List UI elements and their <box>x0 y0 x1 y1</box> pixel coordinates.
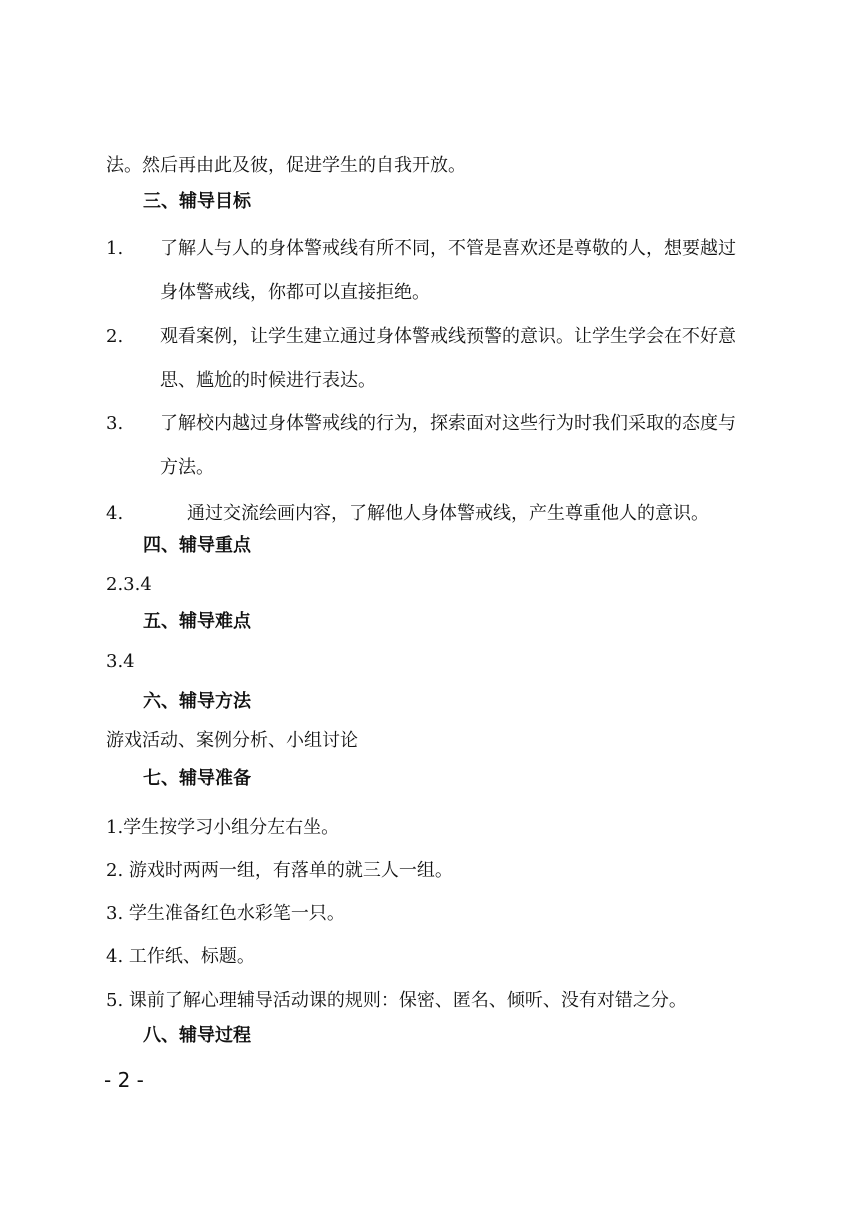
key-points-heading: 四、辅导重点 <box>143 535 251 556</box>
preparation-item-5: 5. 课前了解心理辅导活动课的规则：保密、匿名、倾听、没有对错之分。 <box>106 990 687 1011</box>
goal-3-number: 3. <box>106 413 124 434</box>
goal-1-line-1: 了解人与人的身体警戒线有所不同，不管是喜欢还是尊敬的人，想要越过 <box>160 238 736 259</box>
methods-heading: 六、辅导方法 <box>143 691 251 712</box>
preparation-heading: 七、辅导准备 <box>143 768 251 789</box>
goal-4-line-1: 通过交流绘画内容，了解他人身体警戒线，产生尊重他人的意识。 <box>187 503 709 524</box>
difficulties-heading: 五、辅导难点 <box>143 611 251 632</box>
key-points-content: 2.3.4 <box>106 574 152 595</box>
goal-4-number: 4. <box>106 503 124 524</box>
goal-1-number: 1. <box>106 238 124 259</box>
difficulties-content: 3.4 <box>106 651 135 672</box>
preparation-item-1: 1.学生按学习小组分左右坐。 <box>106 817 340 838</box>
methods-content: 游戏活动、案例分析、小组讨论 <box>106 730 358 751</box>
preparation-item-2: 2. 游戏时两两一组，有落单的就三人一组。 <box>106 860 453 881</box>
preparation-item-3: 3. 学生准备红色水彩笔一只。 <box>106 903 345 924</box>
goals-heading: 三、辅导目标 <box>143 191 251 212</box>
page-number: - 2 - <box>104 1068 144 1092</box>
goal-1-line-2: 身体警戒线，你都可以直接拒绝。 <box>160 282 430 303</box>
goal-2-line-2: 思、尴尬的时候进行表达。 <box>160 370 376 391</box>
goal-3-line-1: 了解校内越过身体警戒线的行为，探索面对这些行为时我们采取的态度与 <box>160 413 736 434</box>
goal-2-line-1: 观看案例，让学生建立通过身体警戒线预警的意识。让学生学会在不好意 <box>160 326 736 347</box>
process-heading: 八、辅导过程 <box>143 1025 251 1046</box>
preparation-item-4: 4. 工作纸、标题。 <box>106 946 255 967</box>
goal-2-number: 2. <box>106 326 124 347</box>
intro-tail-text: 法。然后再由此及彼，促进学生的自我开放。 <box>106 155 466 176</box>
goal-3-line-2: 方法。 <box>160 457 214 478</box>
